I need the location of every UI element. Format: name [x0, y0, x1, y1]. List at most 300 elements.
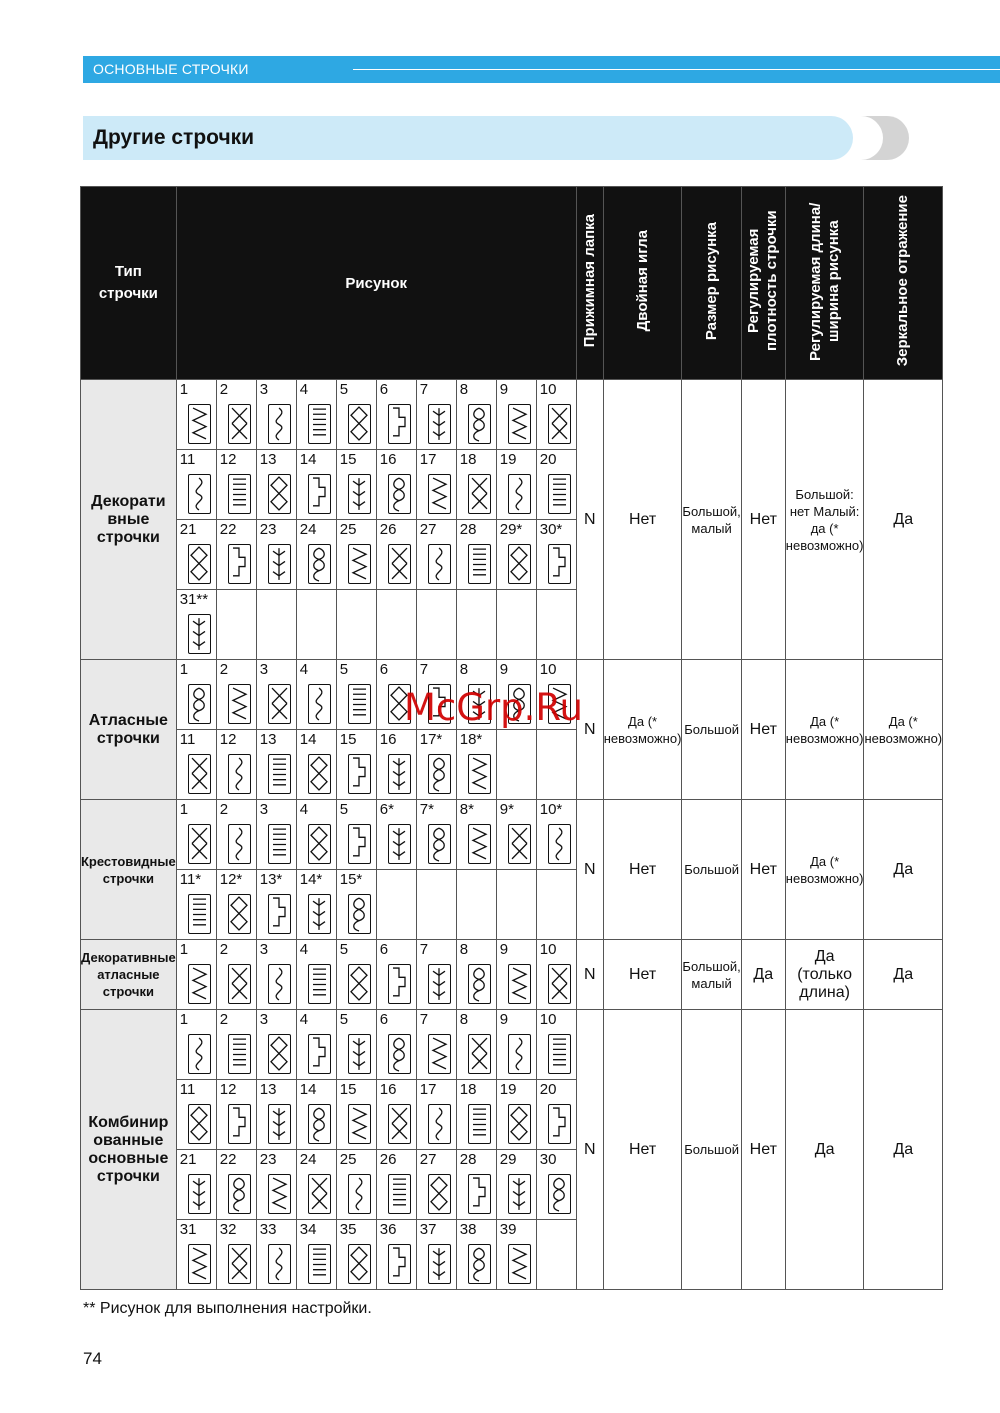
stitch-pattern [456, 450, 496, 520]
stitch-pattern-icon [388, 754, 411, 794]
empty-cell [496, 590, 536, 660]
stitch-pattern [216, 450, 256, 520]
stitch-pattern [256, 380, 296, 450]
stitch-pattern-icon [348, 824, 371, 864]
stitch-pattern [456, 380, 496, 450]
empty-cell [456, 590, 496, 660]
pattern-number: 32 [219, 1221, 237, 1238]
pattern-number: 7 [419, 661, 429, 678]
pattern-number: 6 [379, 1011, 389, 1028]
stitch-pattern [256, 1220, 296, 1290]
pattern-number: 27 [419, 1151, 437, 1168]
stitch-pattern [456, 1150, 496, 1220]
stitch-pattern-icon [388, 1174, 411, 1214]
stitch-pattern [376, 1220, 416, 1290]
stitch-pattern-icon [548, 404, 571, 444]
prop-mirror: Да [864, 380, 943, 660]
stitch-pattern [256, 660, 296, 730]
pattern-number: 24 [299, 1151, 317, 1168]
pattern-number: 15 [339, 731, 357, 748]
stitch-pattern-icon [468, 404, 491, 444]
stitch-pattern-icon [388, 1244, 411, 1284]
stitch-pattern-icon [428, 1244, 451, 1284]
stitch-pattern [416, 800, 456, 870]
stitch-pattern-icon [268, 1104, 291, 1144]
stitch-pattern [336, 1150, 376, 1220]
pattern-number: 15 [339, 451, 357, 468]
pattern-number: 14 [299, 1081, 317, 1098]
prop-size: Большой, малый [682, 940, 741, 1010]
stitch-pattern-icon [388, 1104, 411, 1144]
title-band [83, 116, 853, 160]
stitch-pattern [336, 660, 376, 730]
pattern-number: 15* [339, 871, 363, 888]
stitch-pattern [216, 520, 256, 590]
stitch-pattern-icon [188, 474, 211, 514]
stitch-pattern-icon [188, 964, 211, 1004]
stitch-pattern-icon [348, 894, 371, 934]
stitch-pattern-icon [348, 1034, 371, 1074]
stitch-pattern-icon [268, 894, 291, 934]
stitch-pattern-icon [468, 824, 491, 864]
stitch-pattern-icon [428, 1034, 451, 1074]
stitch-pattern-icon [188, 1034, 211, 1074]
empty-cell [416, 590, 456, 660]
pattern-number: 5 [339, 801, 349, 818]
stitch-pattern [216, 1150, 256, 1220]
stitch-pattern-icon [548, 544, 571, 584]
stitch-pattern-icon [228, 404, 251, 444]
pattern-number: 25 [339, 1151, 357, 1168]
stitch-pattern [216, 800, 256, 870]
stitch-pattern-icon [548, 1104, 571, 1144]
stitch-pattern [376, 1150, 416, 1220]
stitch-pattern [416, 1220, 456, 1290]
pattern-number: 31 [179, 1221, 197, 1238]
pattern-number: 12* [219, 871, 243, 888]
header-foot: Прижимная лапка [576, 187, 603, 380]
pattern-number: 10 [539, 661, 557, 678]
stitch-pattern [336, 380, 376, 450]
stitch-pattern-icon [188, 1104, 211, 1144]
stitch-pattern [177, 380, 217, 450]
stitch-table [80, 186, 943, 1290]
stitch-pattern [177, 590, 217, 660]
stitch-pattern-icon [428, 754, 451, 794]
prop-size: Большой [682, 1010, 741, 1290]
pattern-number: 7* [419, 801, 434, 818]
stitch-pattern [536, 380, 576, 450]
pattern-number: 11 [179, 1081, 196, 1098]
prop-mirror: Да [864, 940, 943, 1010]
pattern-number: 3 [259, 381, 269, 398]
pattern-number: 12 [219, 1081, 237, 1098]
stitch-pattern [256, 1010, 296, 1080]
stitch-pattern-icon [228, 684, 251, 724]
stitch-pattern [177, 660, 217, 730]
stitch-pattern [416, 940, 456, 1009]
pattern-grid-cell [176, 800, 576, 940]
stitch-pattern [536, 1080, 576, 1150]
stitch-pattern-icon [468, 1174, 491, 1214]
stitch-pattern-icon [188, 894, 211, 934]
stitch-pattern-icon [388, 404, 411, 444]
header-type: Тип строчки [81, 187, 177, 380]
stitch-pattern [376, 450, 416, 520]
stitch-pattern [177, 1010, 217, 1080]
empty-cell [416, 870, 456, 940]
stitch-pattern [376, 1010, 416, 1080]
prop-size: Большой, малый [682, 380, 741, 660]
stitch-pattern [216, 730, 256, 800]
pattern-grid [177, 940, 576, 1009]
stitch-pattern-icon [228, 824, 251, 864]
stitch-pattern [416, 1150, 456, 1220]
stitch-pattern [296, 730, 336, 800]
empty-cell [536, 590, 576, 660]
pattern-number: 6* [379, 801, 394, 818]
pattern-number: 26 [379, 1151, 397, 1168]
stitch-pattern-icon [348, 1244, 371, 1284]
stitch-pattern-icon [388, 474, 411, 514]
stitch-pattern [216, 940, 256, 1009]
stitch-pattern-icon [308, 404, 331, 444]
prop-density: Нет [741, 1010, 785, 1290]
stitch-pattern [177, 450, 217, 520]
prop-length: Да (только длина) [785, 940, 864, 1010]
pattern-number: 23 [259, 1151, 277, 1168]
stitch-pattern-icon [268, 754, 291, 794]
stitch-pattern-icon [508, 1104, 531, 1144]
stitch-pattern [376, 800, 416, 870]
stitch-pattern [177, 940, 217, 1009]
stitch-pattern [216, 1220, 256, 1290]
stitch-pattern-icon [308, 1034, 331, 1074]
stitch-pattern [456, 1010, 496, 1080]
stitch-pattern [536, 520, 576, 590]
stitch-pattern [496, 800, 536, 870]
header-size: Размер рисунка [682, 187, 741, 380]
stitch-pattern [336, 800, 376, 870]
stitch-pattern-icon [308, 964, 331, 1004]
stitch-pattern [216, 1080, 256, 1150]
stitch-pattern [256, 940, 296, 1009]
stitch-pattern [336, 1010, 376, 1080]
empty-cell [336, 590, 376, 660]
pattern-number: 37 [419, 1221, 437, 1238]
pattern-number: 30 [539, 1151, 557, 1168]
stitch-pattern [456, 1080, 496, 1150]
prop-foot: N [576, 800, 603, 940]
stitch-pattern [216, 380, 256, 450]
stitch-pattern-icon [228, 1244, 251, 1284]
prop-twin: Нет [603, 940, 682, 1010]
pattern-grid-cell [176, 1010, 576, 1290]
pattern-number: 20 [539, 1081, 557, 1098]
stitch-pattern-icon [468, 1244, 491, 1284]
stitch-pattern-icon [388, 544, 411, 584]
pattern-grid [177, 800, 576, 939]
empty-cell [536, 870, 576, 940]
stitch-pattern [456, 1220, 496, 1290]
pattern-number: 17* [419, 731, 443, 748]
pattern-number: 7 [419, 941, 429, 958]
stitch-pattern-icon [188, 1174, 211, 1214]
stitch-pattern [496, 450, 536, 520]
stitch-pattern [456, 520, 496, 590]
pattern-number: 4 [299, 941, 309, 958]
category-label: Декоративные атласные строчки [81, 940, 177, 1010]
watermark-text: McGrp.Ru [404, 686, 583, 729]
stitch-pattern-icon [548, 474, 571, 514]
stitch-pattern [256, 520, 296, 590]
stitch-pattern [536, 1010, 576, 1080]
prop-twin: Нет [603, 800, 682, 940]
stitch-pattern [376, 1080, 416, 1150]
stitch-pattern [456, 730, 496, 800]
stitch-pattern [336, 520, 376, 590]
group-row [81, 1010, 943, 1290]
pattern-number: 10 [539, 381, 557, 398]
stitch-pattern-icon [348, 1174, 371, 1214]
stitch-pattern-icon [228, 474, 251, 514]
empty-cell [496, 730, 536, 800]
section-label: ОСНОВНЫЕ СТРОЧКИ [93, 61, 249, 77]
stitch-pattern [296, 870, 336, 940]
stitch-pattern-icon [388, 964, 411, 1004]
pattern-number: 16 [379, 451, 397, 468]
stitch-pattern-icon [468, 544, 491, 584]
pattern-number: 2 [219, 941, 229, 958]
stitch-pattern-icon [508, 544, 531, 584]
category-label: Крестовидные строчки [81, 800, 177, 940]
stitch-pattern [416, 380, 456, 450]
prop-length: Да (* невозможно) [785, 660, 864, 800]
pattern-number: 29* [499, 521, 523, 538]
pattern-number: 13* [259, 871, 283, 888]
pattern-number: 2 [219, 801, 229, 818]
prop-density: Нет [741, 380, 785, 660]
stitch-pattern-icon [428, 824, 451, 864]
pattern-number: 9 [499, 941, 509, 958]
stitch-pattern [456, 800, 496, 870]
header-length: Регулируемая длина/ ширина рисунка [785, 187, 864, 380]
stitch-pattern [496, 940, 536, 1009]
pattern-number: 5 [339, 1011, 349, 1028]
empty-cell [216, 590, 256, 660]
pattern-number: 36 [379, 1221, 397, 1238]
pattern-number: 17 [419, 1081, 437, 1098]
pattern-grid [177, 380, 576, 659]
pattern-number: 25 [339, 521, 357, 538]
stitch-pattern-icon [468, 754, 491, 794]
stitch-pattern-icon [308, 1104, 331, 1144]
pattern-number: 11 [179, 451, 196, 468]
group-row [81, 380, 943, 660]
section-header-bar [83, 56, 1000, 83]
stitch-pattern [296, 660, 336, 730]
prop-size: Большой [682, 800, 741, 940]
stitch-pattern [256, 870, 296, 940]
stitch-pattern [256, 730, 296, 800]
prop-density: Нет [741, 660, 785, 800]
pattern-number: 18 [459, 1081, 477, 1098]
stitch-pattern-icon [188, 684, 211, 724]
pattern-number: 4 [299, 381, 309, 398]
pattern-number: 1 [179, 801, 189, 818]
pattern-number: 3 [259, 1011, 269, 1028]
stitch-pattern-icon [308, 544, 331, 584]
stitch-pattern-icon [268, 1174, 291, 1214]
pattern-number: 9* [499, 801, 514, 818]
stitch-pattern [496, 380, 536, 450]
pattern-number: 10 [539, 941, 557, 958]
stitch-pattern [536, 800, 576, 870]
stitch-pattern [336, 1080, 376, 1150]
stitch-pattern [336, 1220, 376, 1290]
pattern-number: 30* [539, 521, 563, 538]
stitch-pattern [296, 1080, 336, 1150]
pattern-number: 15 [339, 1081, 357, 1098]
pattern-number: 21 [179, 1151, 197, 1168]
pattern-number: 19 [499, 1081, 517, 1098]
stitch-pattern [296, 940, 336, 1009]
stitch-pattern [416, 730, 456, 800]
stitch-pattern-icon [188, 544, 211, 584]
empty-cell [256, 590, 296, 660]
stitch-pattern [496, 1010, 536, 1080]
pattern-grid [177, 1010, 576, 1289]
pattern-number: 1 [179, 381, 189, 398]
stitch-pattern [376, 940, 416, 1009]
pattern-number: 1 [179, 941, 189, 958]
group-row [81, 800, 943, 940]
stitch-pattern [256, 1080, 296, 1150]
stitch-pattern-icon [428, 544, 451, 584]
pattern-number: 16 [379, 1081, 397, 1098]
pattern-number: 4 [299, 1011, 309, 1028]
prop-foot: N [576, 1010, 603, 1290]
stitch-pattern-icon [308, 824, 331, 864]
pattern-number: 9 [499, 661, 509, 678]
stitch-pattern-icon [388, 1034, 411, 1074]
stitch-pattern-icon [308, 1244, 331, 1284]
stitch-pattern-icon [268, 544, 291, 584]
stitch-pattern-icon [308, 894, 331, 934]
stitch-pattern [496, 1150, 536, 1220]
stitch-pattern-icon [348, 544, 371, 584]
pattern-grid [177, 660, 576, 799]
stitch-pattern [296, 1010, 336, 1080]
pattern-number: 2 [219, 661, 229, 678]
pattern-number: 12 [219, 731, 237, 748]
stitch-pattern-icon [468, 964, 491, 1004]
stitch-pattern-icon [228, 964, 251, 1004]
pattern-number: 13 [259, 1081, 277, 1098]
pattern-number: 9 [499, 1011, 509, 1028]
pattern-number: 13 [259, 731, 277, 748]
stitch-pattern-icon [228, 544, 251, 584]
stitch-pattern-icon [468, 1104, 491, 1144]
pattern-number: 1 [179, 1011, 189, 1028]
stitch-pattern-icon [508, 474, 531, 514]
prop-twin: Нет [603, 380, 682, 660]
prop-mirror: Да [864, 800, 943, 940]
pattern-number: 1 [179, 661, 189, 678]
stitch-pattern-icon [508, 1174, 531, 1214]
pattern-number: 21 [179, 521, 197, 538]
page-title: Другие строчки [93, 126, 255, 149]
pattern-number: 2 [219, 1011, 229, 1028]
empty-cell [296, 590, 336, 660]
stitch-pattern [296, 520, 336, 590]
header-twin: Двойная игла [603, 187, 682, 380]
stitch-pattern [256, 450, 296, 520]
stitch-pattern-icon [508, 964, 531, 1004]
prop-mirror: Да [864, 1010, 943, 1290]
stitch-pattern [177, 870, 217, 940]
stitch-pattern-icon [428, 404, 451, 444]
stitch-pattern [376, 730, 416, 800]
prop-foot: N [576, 660, 603, 800]
pattern-number: 6 [379, 661, 389, 678]
pattern-number: 28 [459, 1151, 477, 1168]
stitch-pattern [256, 800, 296, 870]
prop-twin: Да (* невозможно) [603, 660, 682, 800]
stitch-pattern [216, 1010, 256, 1080]
pattern-number: 22 [219, 1151, 237, 1168]
stitch-pattern [416, 520, 456, 590]
pattern-number: 3 [259, 801, 269, 818]
stitch-pattern [376, 380, 416, 450]
pattern-number: 14* [299, 871, 323, 888]
header-pattern: Рисунок [176, 187, 576, 380]
pattern-number: 23 [259, 521, 277, 538]
stitch-pattern-icon [428, 964, 451, 1004]
stitch-pattern-icon [548, 1034, 571, 1074]
stitch-pattern-icon [228, 1104, 251, 1144]
stitch-pattern-icon [348, 474, 371, 514]
stitch-pattern-icon [508, 1244, 531, 1284]
stitch-pattern [416, 450, 456, 520]
stitch-pattern-icon [508, 404, 531, 444]
stitch-pattern-icon [268, 824, 291, 864]
stitch-pattern-icon [268, 1034, 291, 1074]
stitch-pattern [456, 940, 496, 1009]
empty-cell [376, 590, 416, 660]
stitch-pattern [496, 1080, 536, 1150]
pattern-number: 39 [499, 1221, 517, 1238]
prop-length: Большой: нет Малый: да (* невозможно) [785, 380, 864, 660]
pattern-number: 8 [459, 661, 469, 678]
pattern-number: 8* [459, 801, 474, 818]
stitch-pattern-icon [308, 1174, 331, 1214]
pattern-number: 11 [179, 731, 196, 748]
stitch-pattern-icon [348, 754, 371, 794]
pattern-number: 20 [539, 451, 557, 468]
pattern-grid-cell [176, 380, 576, 660]
pattern-number: 28 [459, 521, 477, 538]
stitch-pattern [216, 660, 256, 730]
stitch-pattern-icon [268, 684, 291, 724]
stitch-pattern-icon [188, 824, 211, 864]
stitch-pattern [296, 1150, 336, 1220]
category-label: Декорати вные строчки [81, 380, 177, 660]
pattern-number: 9 [499, 381, 509, 398]
prop-density: Да [741, 940, 785, 1010]
stitch-pattern [216, 870, 256, 940]
stitch-pattern [536, 450, 576, 520]
